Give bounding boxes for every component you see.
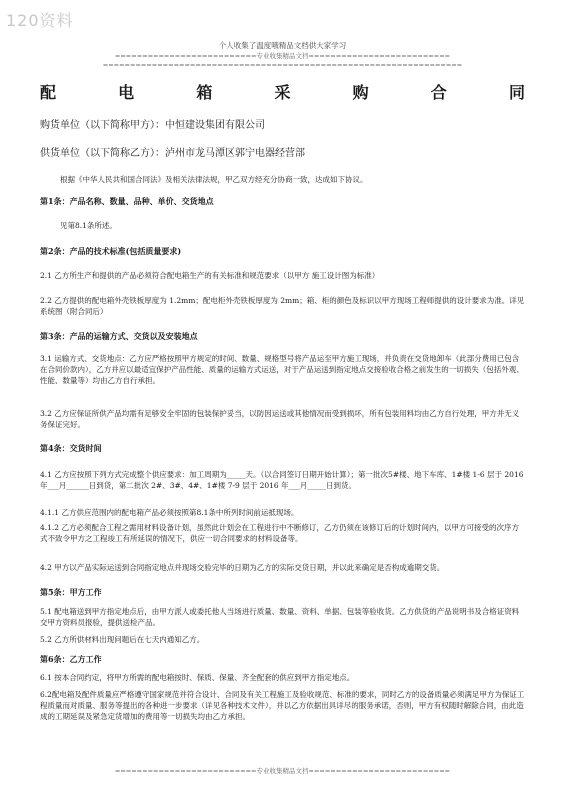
section-3-title: 第3条：产品的运输方式、交货以及安装地点 <box>40 331 198 341</box>
header-line-2: ==========================专业收集精品文档========================== <box>114 52 451 60</box>
title-char: 电 <box>118 83 135 102</box>
title-char: 配 <box>40 83 57 102</box>
header-line-1: 个人收集了温度哦精品文档供大家学习 <box>218 41 347 50</box>
section-4-2: 4.2 甲方以产品实际运送到合同指定地点并现场交验完毕的日期为乙方的实际交货日期，并以此来确定是否构成逾期交货。 <box>40 563 445 572</box>
header-line-3: ================================================================== <box>102 61 463 69</box>
section-5-2: 5.2 乙方所供材料出现问题后在七天内通知乙方。 <box>40 635 205 644</box>
document-title <box>40 80 525 103</box>
watermark-logo: 120资料 <box>6 11 74 30</box>
seller-line: 供货单位（以下简称乙方）：泸州市龙马潭区郭宁电器经营部 <box>40 148 305 159</box>
section-6-title: 第6条：乙方工作 <box>40 654 102 664</box>
section-3-1: 3.1 运输方式、交货地点：乙方应严格按照甲方规定的时间、数量、规格型号将产品运至甲方施工现场，并负责在交货地卸车（此部分费用已包含在合同价款内），乙方并应以最适宜保护产品性能、质量的运输方式运送，对于产品运送到指定地点交接验收合格之前发生的一切损失（包括外观、性能、数量等）均由乙方自行承担。 <box>40 354 524 385</box>
section-5-title: 第5条：甲方工作 <box>40 587 102 597</box>
section-6-1: 6.1 按本合同约定，将甲方所需的配电箱按时、保质、保量、齐全配套的供应到甲方指定地点。 <box>40 673 355 682</box>
section-5-1: 5.1 配电箱送到甲方指定地点后，由甲方派人或委托他人当场进行质量、数量、资料、单据、包装等验收货。乙方供货的产品说明书及合格证资料交甲方资料员报验，提供送检产品。 <box>40 607 520 627</box>
section-3-2: 3.2 乙方应保证所供产品均需有足够安全牢固的包装保护妥当，以防因运送或其他情况而受到损坏，所有包装用料均由乙方自行处理，甲方并无义务保证完好。 <box>40 409 520 429</box>
section-4-1: 4.1 乙方应按照下列方式完成整个供应要求：加工周期为_____天。（以合同签订日期开始计算）；第一批次5#楼、地下车库、1#楼 1-6 层于 2016 年___月______日到货，第二批次 2#、3#、4#、1#楼 7-9 层于 2016 年___月_____日到货。 <box>40 470 524 490</box>
section-2-title: 第2条：产品的技术标准(包括质量要求) <box>40 246 182 256</box>
section-1-text: 见第8.1条所述。 <box>60 221 117 230</box>
section-2-1: 2.1 乙方所生产和提供的产品必须符合配电箱生产的有关标准和规范要求（以甲方 施工设计图为标准） <box>40 271 380 280</box>
section-4-1-1: 4.1.1 乙方供应范围内的配电箱产品必须按照第8.1条中所列时间前运抵现场。 <box>40 508 299 517</box>
section-1-title: 第1条：产品名称、数量、品种、单价、交货地点 <box>40 196 214 206</box>
section-4-1-2: 4.1.2 乙方必须配合工程之需用材料设备计划，虽然此计划会在工程进行中不断修订，乙方仍须在该修订后的计划时间内，以甲方可接受的次序方式不致令甲方之工程竣工有所延误的情况下，供应一切合同要求的材料设备等。 <box>40 523 519 543</box>
title-char: 合 <box>430 83 447 102</box>
title-char: 购 <box>352 83 369 102</box>
title-char: 同 <box>508 83 525 102</box>
intro-paragraph: 根据《中华人民共和国合同法》及相关法律法规，甲乙双方经充分协商一致，达成如下协议。 <box>60 175 368 184</box>
buyer-line: 购货单位（以下简称甲方）：中恒建设集团有限公司 <box>40 120 265 131</box>
title-char: 箱 <box>196 83 213 102</box>
section-2-2: 2.2 乙方提供的配电箱外壳铁板厚度为 1.2mm；配电柜外壳铁板厚度为 2mm；箱、柜的颜色及标识以甲方现场工程师提供的设计要求为准。详见系统图（附合同后） <box>40 296 525 316</box>
footer-line: ==========================专业收集精品文档========================== <box>114 767 451 775</box>
section-6-2: 6.2配电箱及配件质量应严格遵守国家规范并符合设计、合同及有关工程施工及验收规范、标准的要求，同时乙方的设备质量必须满足甲方为保证工程质量而对质量、服务等提出的各种进一步要求（详见各种技术文件），并以乙方依据出具详尽的服务承诺，否则，甲方有权随时解除合同，由此造成的工期延误及紧急定货增加的费用等一切损失均由乙方承担。 <box>40 690 525 721</box>
section-4-title: 第4条：交货时间 <box>40 443 102 453</box>
title-char: 采 <box>274 83 291 102</box>
